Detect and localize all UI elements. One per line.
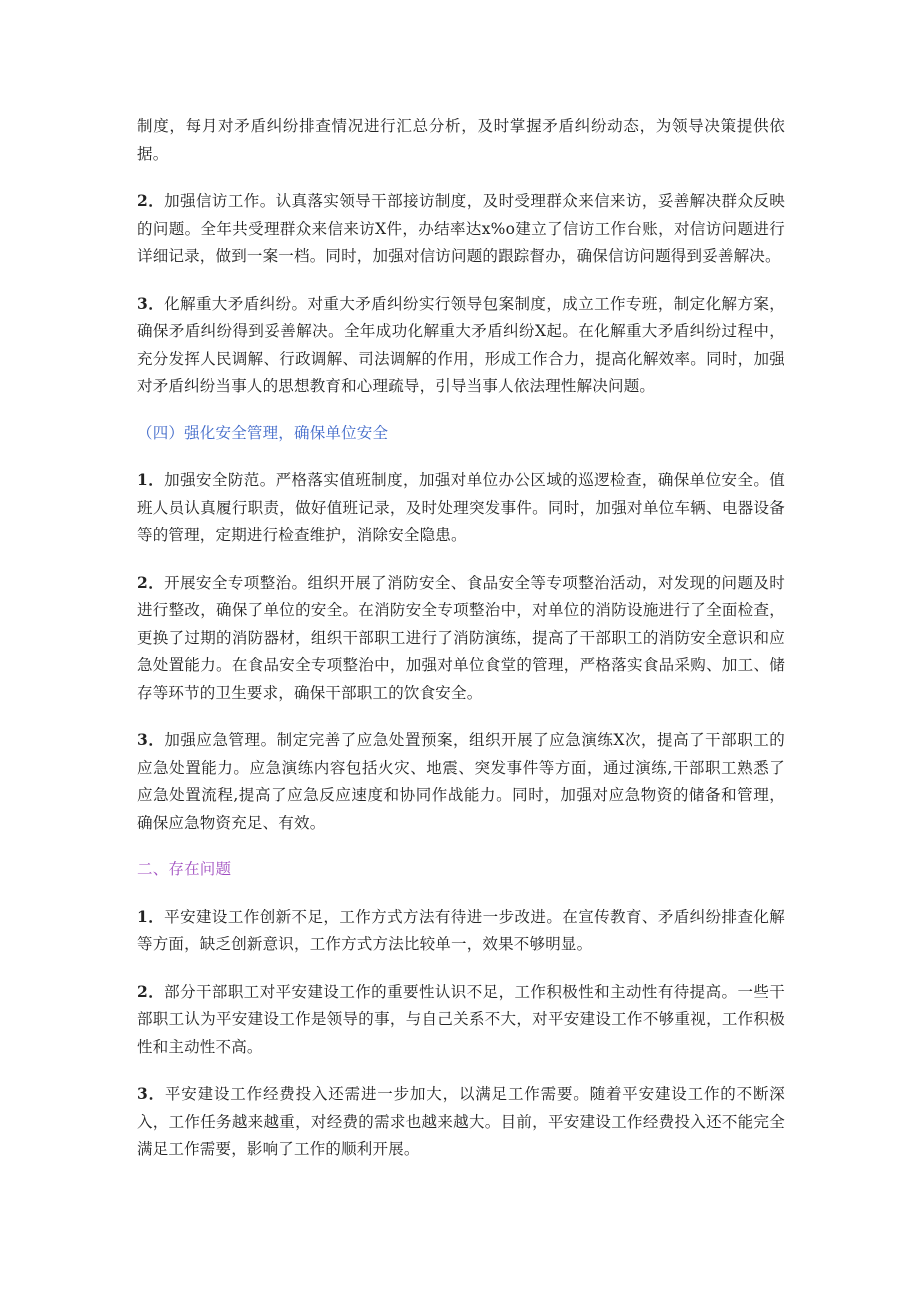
paragraph-text: 加强信访工作。认真落实领导干部接访制度，及时受理群众来信来访，妥善解决群众反映的问题。全年共受理群众来信来访X件，办结率达x%o建立了信访工作台账，对信访问题进行详细记录，做到一案一档。同时，加强对信访问题的跟踪督办，确保信访问题得到妥善解决。: [137, 192, 785, 265]
paragraph-problem-awareness: [137, 978, 785, 1062]
item-number: 3．: [137, 1084, 165, 1103]
document-page: [137, 113, 785, 1183]
paragraph-text: 开展安全专项整治。组织开展了消防安全、食品安全等专项整治活动，对发现的问题及时进行整改，确保了单位的安全。在消防安全专项整治中，对单位的消防设施进行了全面检查，更换了过期的消防器材，组织干部职工进行了消防演练，提高了干部职工的消防安全意识和应急处置能力。在食品安全专项整治中，加强对单位食堂的管理，严格落实食品采购、加工、储存等环节的卫生要求，确保干部职工的饮食安全。: [137, 573, 785, 702]
item-number: 1．: [137, 906, 165, 926]
paragraph-text: 制度，每月对矛盾纠纷排查情况进行汇总分析，及时掌握矛盾纠纷动态，为领导决策提供依据。: [137, 117, 785, 163]
paragraph-text: 加强应急管理。制定完善了应急处置预案，组织开展了应急演练X次，提高了干部职工的应急处置能力。应急演练内容包括火灾、地震、突发事件等方面，通过演练,干部职工熟悉了应急处置流程,提高了应急反应速度和协同作战能力。同时，加强对应急物资的储备和管理，确保应急物资充足、有效。: [137, 731, 785, 832]
item-number: 2．: [137, 981, 165, 1001]
paragraph-text: 平安建设工作经费投入还需进一步加大，以满足工作需要。随着平安建设工作的不断深入，工作任务越来越重，对经费的需求也越来越大。目前，平安建设工作经费投入还不能完全满足工作需要，影响了工作的顺利开展。: [137, 1085, 785, 1158]
paragraph-text: 平安建设工作创新不足，工作方式方法有待进一步改进。在宣传教育、矛盾纠纷排查化解等方面，缺乏创新意识，工作方式方法比较单一，效果不够明显。: [137, 907, 785, 953]
item-number: 1．: [137, 470, 165, 489]
paragraph-continued: [137, 113, 785, 168]
paragraph-emergency-management: [137, 726, 785, 837]
paragraph-text: 化解重大矛盾纠纷。对重大矛盾纠纷实行领导包案制度，成立工作专班，制定化解方案，确保矛盾纠纷得到妥善解决。全年成功化解重大矛盾纠纷X起。在化解重大矛盾纠纷过程中，充分发挥人民调解、行政调解、司法调解的作用，形成工作合力，提高化解效率。同时，加强对矛盾纠纷当事人的思想教育和心理疏导，引导当事人依法理性解决问题。: [137, 294, 785, 395]
paragraph-text: 部分干部职工对平安建设工作的重要性认识不足，工作积极性和主动性有待提高。一些干部职工认为平安建设工作是领导的事，与自己关系不大，对平安建设工作不够重视，工作积极性和主动性不高。: [137, 982, 785, 1056]
paragraph-resolve-disputes: [137, 290, 785, 401]
paragraph-special-rectification: [137, 569, 785, 708]
paragraph-problem-funding: [137, 1080, 785, 1164]
item-number: 2．: [137, 191, 165, 210]
chapter-heading-problems: 二、存在问题: [137, 860, 232, 878]
item-number: 3．: [137, 730, 165, 749]
paragraph-problem-innovation: [137, 903, 785, 959]
item-number: 2．: [137, 572, 165, 592]
section-heading-safety: （四）强化安全管理，确保单位安全: [137, 423, 389, 442]
paragraph-safety-prevention: [137, 466, 785, 550]
item-number: 3．: [137, 293, 165, 313]
paragraph-petition-work: [137, 187, 785, 271]
paragraph-text: 加强安全防范。严格落实值班制度，加强对单位办公区域的巡逻检查，确保单位安全。值班人员认真履行职责，做好值班记录，及时处理突发事件。同时，加强对单位车辆、电器设备等的管理，定期进行检查维护，消除安全隐患。: [137, 471, 785, 544]
